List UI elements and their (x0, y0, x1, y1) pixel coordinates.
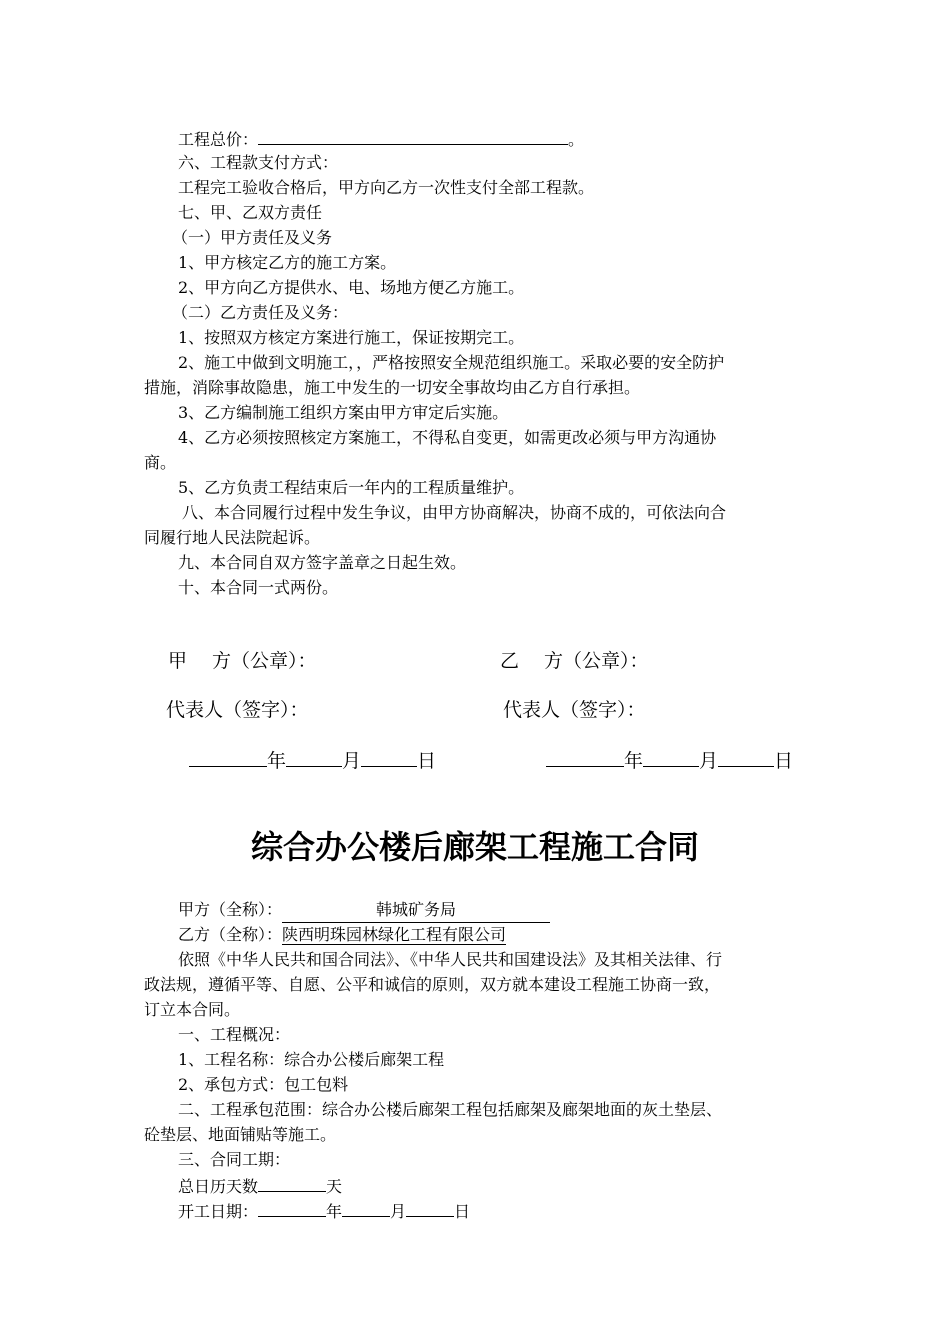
total-price-line (178, 126, 950, 152)
year-label: 年 (624, 750, 644, 772)
party-a-label: 甲方（全称）： (178, 900, 283, 919)
section-1-item-1: 1、工程名称：综合办公楼后廊架工程 (178, 1050, 445, 1069)
section-1-title: 一、工程概况： (178, 1025, 291, 1044)
party-a-name: 韩城矿务局 (282, 898, 550, 923)
party-a-seal-label: 甲 方（公章）： (168, 650, 317, 672)
section-2-line-2: 砼垫层、地面铺贴等施工。 (144, 1125, 337, 1144)
start-day-blank (406, 1198, 454, 1217)
party-b-seal-label: 乙 方（公章）： (500, 650, 649, 672)
start-date-label: 开工日期： (178, 1202, 259, 1221)
section-8-line-2: 同履行地人民法院起诉。 (144, 528, 321, 547)
total-days-line (178, 1173, 950, 1199)
party-b-label: 乙方（全称）： (178, 925, 283, 944)
start-month-label: 月 (390, 1202, 407, 1221)
total-price-tail: 。 (568, 130, 585, 149)
section-7b-item-2-line-2: 措施，消除事故隐患，施工中发生的一切安全事故均由乙方自行承担。 (144, 378, 641, 397)
start-year-blank (258, 1198, 326, 1217)
intro-line-3: 订立本合同。 (144, 1000, 241, 1019)
day-blank (718, 746, 774, 767)
contract-title: 综合办公楼后廊架工程施工合同 (250, 828, 699, 866)
start-date-line (178, 1198, 950, 1224)
day-label: 日 (774, 750, 794, 772)
section-6-title: 六、工程款支付方式： (178, 153, 339, 172)
year-label: 年 (267, 750, 287, 772)
year-blank (546, 746, 624, 767)
section-10: 十、本合同一式两份。 (178, 578, 339, 597)
start-day-label: 日 (454, 1202, 471, 1221)
month-blank (643, 746, 699, 767)
party-a-date (189, 746, 436, 774)
party-a-line (178, 898, 950, 923)
day-label: 日 (417, 750, 437, 772)
section-9: 九、本合同自双方签字盖章之日起生效。 (178, 553, 467, 572)
start-month-blank (342, 1198, 390, 1217)
start-year-label: 年 (326, 1202, 343, 1221)
section-7b-item-1: 1、按照双方核定方案进行施工，保证按期完工。 (178, 328, 525, 347)
month-label: 月 (342, 750, 362, 772)
total-days-blank (258, 1173, 326, 1192)
party-b-rep-label: 代表人（签字）： (503, 699, 646, 721)
total-price-label: 工程总价： (178, 130, 259, 149)
section-7a-title: （一）甲方责任及义务 (172, 228, 333, 247)
section-7a-item-1: 1、甲方核定乙方的施工方案。 (178, 253, 397, 272)
party-b-date (546, 746, 793, 774)
section-7b-item-3: 3、乙方编制施工组织方案由甲方审定后实施。 (178, 403, 509, 422)
section-6-text: 工程完工验收合格后，甲方向乙方一次性支付全部工程款。 (178, 178, 595, 197)
section-7-title: 七、甲、乙双方责任 (178, 203, 323, 222)
section-3-title: 三、合同工期： (178, 1150, 291, 1169)
section-7b-item-4-line-1: 4、乙方必须按照核定方案施工，不得私自变更，如需更改必须与甲方沟通协 (178, 428, 717, 447)
month-blank (286, 746, 342, 767)
party-b-name: 陕西明珠园林绿化工程有限公司 (282, 925, 507, 944)
section-1-item-2: 2、承包方式：包工包料 (178, 1075, 349, 1094)
section-8-line-1: 八、本合同履行过程中发生争议，由甲方协商解决，协商不成的，可依法向合 (182, 503, 727, 522)
party-a-rep-label: 代表人（签字）： (166, 699, 309, 721)
intro-line-1: 依照《中华人民共和国合同法》、《中华人民共和国建设法》及其相关法律、行 (178, 950, 723, 969)
total-price-blank (258, 126, 568, 145)
party-b-line (178, 923, 950, 947)
section-7b-item-4-line-2: 商。 (144, 453, 177, 472)
section-2-line-1: 二、工程承包范围：综合办公楼后廊架工程包括廊架及廊架地面的灰土垫层、 (178, 1100, 723, 1119)
section-7b-item-5: 5、乙方负责工程结束后一年内的工程质量维护。 (178, 478, 525, 497)
month-label: 月 (699, 750, 719, 772)
total-days-label: 总日历天数 (178, 1177, 259, 1196)
section-7b-title: （二）乙方责任及义务： (172, 303, 349, 322)
total-days-unit: 天 (326, 1177, 343, 1196)
section-7b-item-2-line-1: 2、施工中做到文明施工，，严格按照安全规范组织施工。采取必要的安全防护 (178, 353, 725, 372)
section-7a-item-2: 2、甲方向乙方提供水、电、场地方便乙方施工。 (178, 278, 525, 297)
intro-line-2: 政法规，遵循平等、自愿、公平和诚信的原则，双方就本建设工程施工协商一致， (144, 975, 721, 994)
year-blank (189, 746, 267, 767)
day-blank (361, 746, 417, 767)
